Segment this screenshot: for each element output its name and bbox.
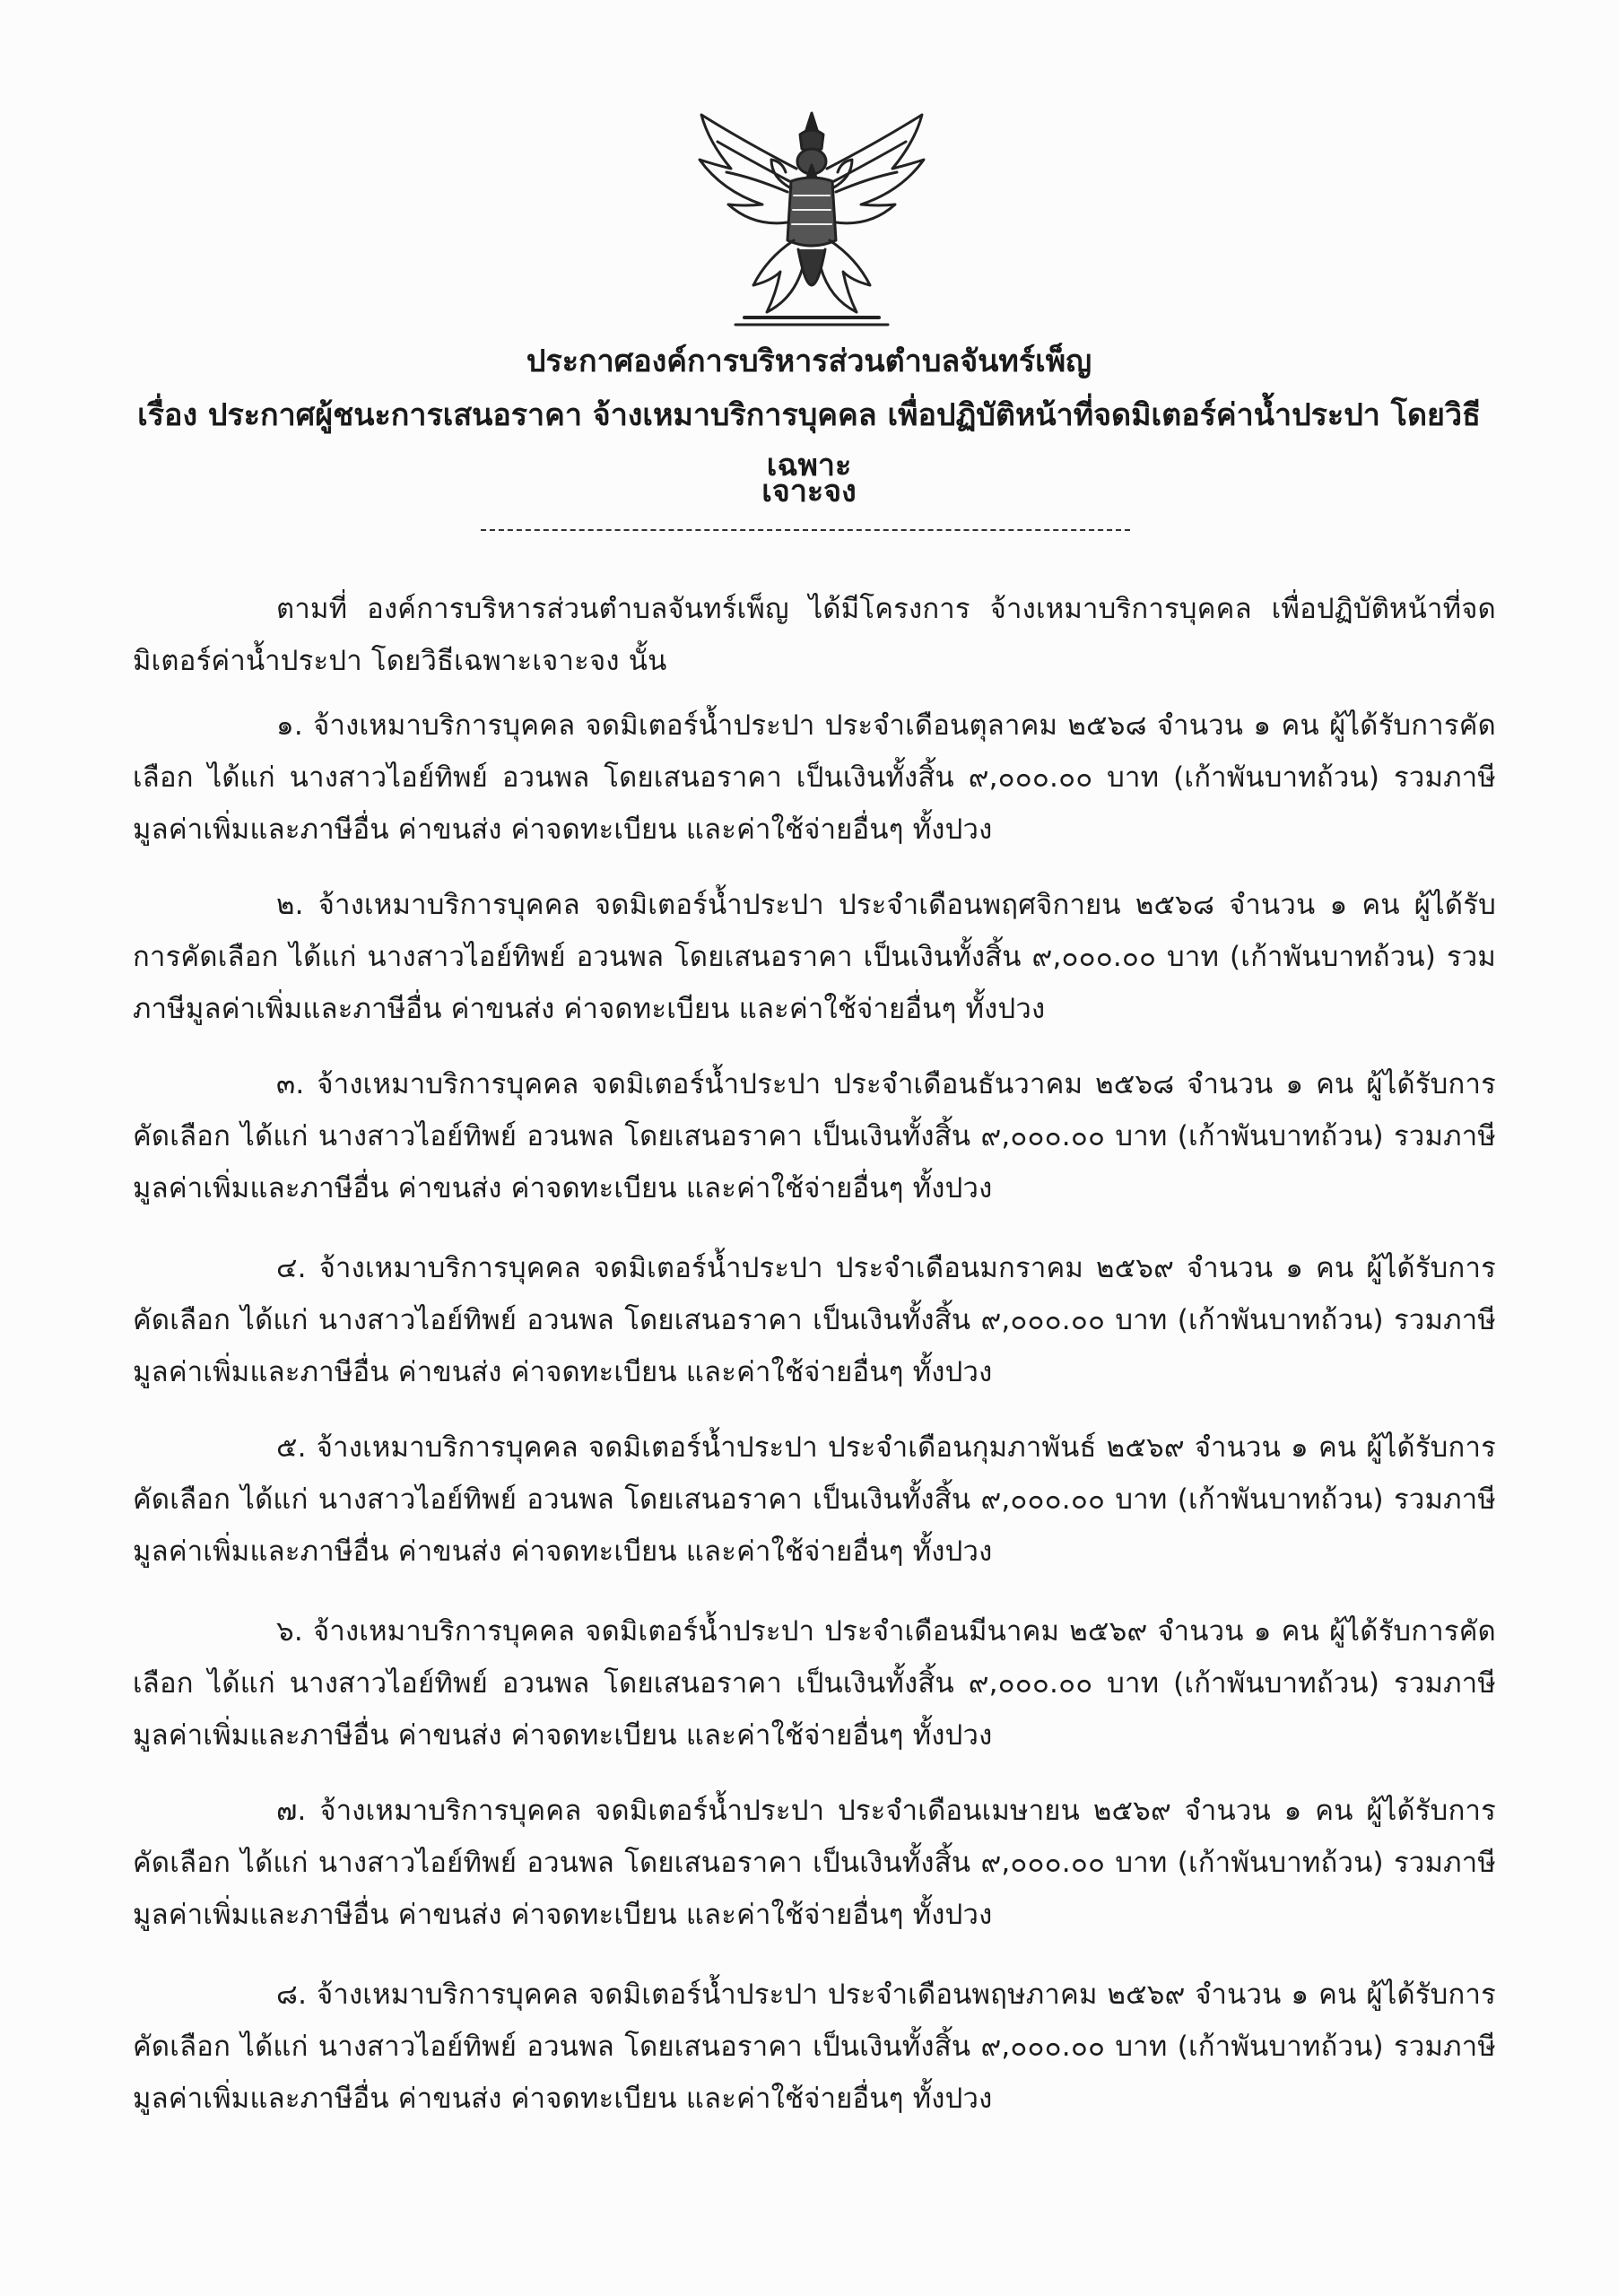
item-1-text: ๑. จ้างเหมาบริการบุคคล จดมิเตอร์น้ำประปา ประจำเดือนตุลาคม ๒๕๖๘ จำนวน ๑ คน ผู้ได้รับการคัดเลือก ได้แก่ นางสาวไอย์ทิพย์ อวนพล โดยเสนอราคา เป็นเงินทั้งสิ้น ๙,๐๐๐.๐๐ บาท (เก้าพันบาทถ้วน) รวมภาษีมูลค่าเพิ่มและภาษีอื่น ค่าขนส่ง ค่าจดทะเบียน และค่าใช้จ่ายอื่นๆ ทั้งปวง bbox=[133, 709, 1496, 846]
item-3-text: ๓. จ้างเหมาบริการบุคคล จดมิเตอร์น้ำประปา ประจำเดือนธันวาคม ๒๕๖๘ จำนวน ๑ คน ผู้ได้รับการคัดเลือก ได้แก่ นางสาวไอย์ทิพย์ อวนพล โดยเสนอราคา เป็นเงินทั้งสิ้น ๙,๐๐๐.๐๐ บาท (เก้าพันบาทถ้วน) รวมภาษีมูลค่าเพิ่มและภาษีอื่น ค่าขนส่ง ค่าจดทะเบียน และค่าใช้จ่ายอื่นๆ ทั้งปวง bbox=[133, 1068, 1496, 1205]
item-2-text: ๒. จ้างเหมาบริการบุคคล จดมิเตอร์น้ำประปา ประจำเดือนพฤศจิกายน ๒๕๖๘ จำนวน ๑ คน ผู้ได้รับการคัดเลือก ได้แก่ นางสาวไอย์ทิพย์ อวนพล โดยเสนอราคา เป็นเงินทั้งสิ้น ๙,๐๐๐.๐๐ บาท (เก้าพันบาทถ้วน) รวมภาษีมูลค่าเพิ่มและภาษีอื่น ค่าขนส่ง ค่าจดทะเบียน และค่าใช้จ่ายอื่นๆ ทั้งปวง bbox=[133, 889, 1496, 1025]
list-item bbox=[133, 1422, 1496, 1578]
item-4-text: ๔. จ้างเหมาบริการบุคคล จดมิเตอร์น้ำประปา ประจำเดือนมกราคม ๒๕๖๙ จำนวน ๑ คน ผู้ได้รับการคัดเลือก ได้แก่ นางสาวไอย์ทิพย์ อวนพล โดยเสนอราคา เป็นเงินทั้งสิ้น ๙,๐๐๐.๐๐ บาท (เก้าพันบาทถ้วน) รวมภาษีมูลค่าเพิ่มและภาษีอื่น ค่าขนส่ง ค่าจดทะเบียน และค่าใช้จ่ายอื่นๆ ทั้งปวง bbox=[133, 1252, 1496, 1388]
title-divider bbox=[481, 529, 1130, 531]
item-7-text: ๗. จ้างเหมาบริการบุคคล จดมิเตอร์น้ำประปา ประจำเดือนเมษายน ๒๕๖๙ จำนวน ๑ คน ผู้ได้รับการคัดเลือก ได้แก่ นางสาวไอย์ทิพย์ อวนพล โดยเสนอราคา เป็นเงินทั้งสิ้น ๙,๐๐๐.๐๐ บาท (เก้าพันบาทถ้วน) รวมภาษีมูลค่าเพิ่มและภาษีอื่น ค่าขนส่ง ค่าจดทะเบียน และค่าใช้จ่ายอื่นๆ ทั้งปวง bbox=[133, 1795, 1496, 1931]
list-item bbox=[133, 700, 1496, 856]
item-8-text: ๘. จ้างเหมาบริการบุคคล จดมิเตอร์น้ำประปา ประจำเดือนพฤษภาคม ๒๕๖๙ จำนวน ๑ คน ผู้ได้รับการคัดเลือก ได้แก่ นางสาวไอย์ทิพย์ อวนพล โดยเสนอราคา เป็นเงินทั้งสิ้น ๙,๐๐๐.๐๐ บาท (เก้าพันบาทถ้วน) รวมภาษีมูลค่าเพิ่มและภาษีอื่น ค่าขนส่ง ค่าจดทะเบียน และค่าใช้จ่ายอื่นๆ ทั้งปวง bbox=[133, 1979, 1496, 2115]
announcement-issuer-title: ประกาศองค์การบริหารส่วนตำบลจันทร์เพ็ญ bbox=[526, 344, 1092, 379]
garuda-emblem-icon bbox=[682, 106, 942, 330]
list-item bbox=[133, 879, 1496, 1035]
list-item bbox=[133, 1785, 1496, 1941]
intro-text: ตามที่ องค์การบริหารส่วนตำบลจันทร์เพ็ญ ได้มีโครงการ จ้างเหมาบริการบุคคล เพื่อปฏิบัติหน้าที่จดมิเตอร์ค่าน้ำประปา โดยวิธีเฉพาะเจาะจง นั้น bbox=[133, 593, 1496, 677]
announcement-subject-line: เรื่อง ประกาศผู้ชนะการเสนอราคา จ้างเหมาบริการบุคคล เพื่อปฏิบัติหน้าที่จดมิเตอร์ค่าน้ำประปา โดยวิธีเฉพาะ bbox=[137, 397, 1481, 483]
item-5-text: ๕. จ้างเหมาบริการบุคคล จดมิเตอร์น้ำประปา ประจำเดือนกุมภาพันธ์ ๒๕๖๙ จำนวน ๑ คน ผู้ได้รับการคัดเลือก ได้แก่ นางสาวไอย์ทิพย์ อวนพล โดยเสนอราคา เป็นเงินทั้งสิ้น ๙,๐๐๐.๐๐ บาท (เก้าพันบาทถ้วน) รวมภาษีมูลค่าเพิ่มและภาษีอื่น ค่าขนส่ง ค่าจดทะเบียน และค่าใช้จ่ายอื่นๆ ทั้งปวง bbox=[133, 1431, 1496, 1568]
item-6-text: ๖. จ้างเหมาบริการบุคคล จดมิเตอร์น้ำประปา ประจำเดือนมีนาคม ๒๕๖๙ จำนวน ๑ คน ผู้ได้รับการคัดเลือก ได้แก่ นางสาวไอย์ทิพย์ อวนพล โดยเสนอราคา เป็นเงินทั้งสิ้น ๙,๐๐๐.๐๐ บาท (เก้าพันบาทถ้วน) รวมภาษีมูลค่าเพิ่มและภาษีอื่น ค่าขนส่ง ค่าจดทะเบียน และค่าใช้จ่ายอื่นๆ ทั้งปวง bbox=[133, 1615, 1496, 1752]
list-item bbox=[133, 1969, 1496, 2125]
list-item bbox=[133, 1058, 1496, 1214]
list-item bbox=[133, 1605, 1496, 1761]
list-item bbox=[133, 1242, 1496, 1398]
intro-paragraph bbox=[133, 583, 1496, 687]
announcement-subject-continuation: เจาะจง bbox=[761, 474, 857, 509]
